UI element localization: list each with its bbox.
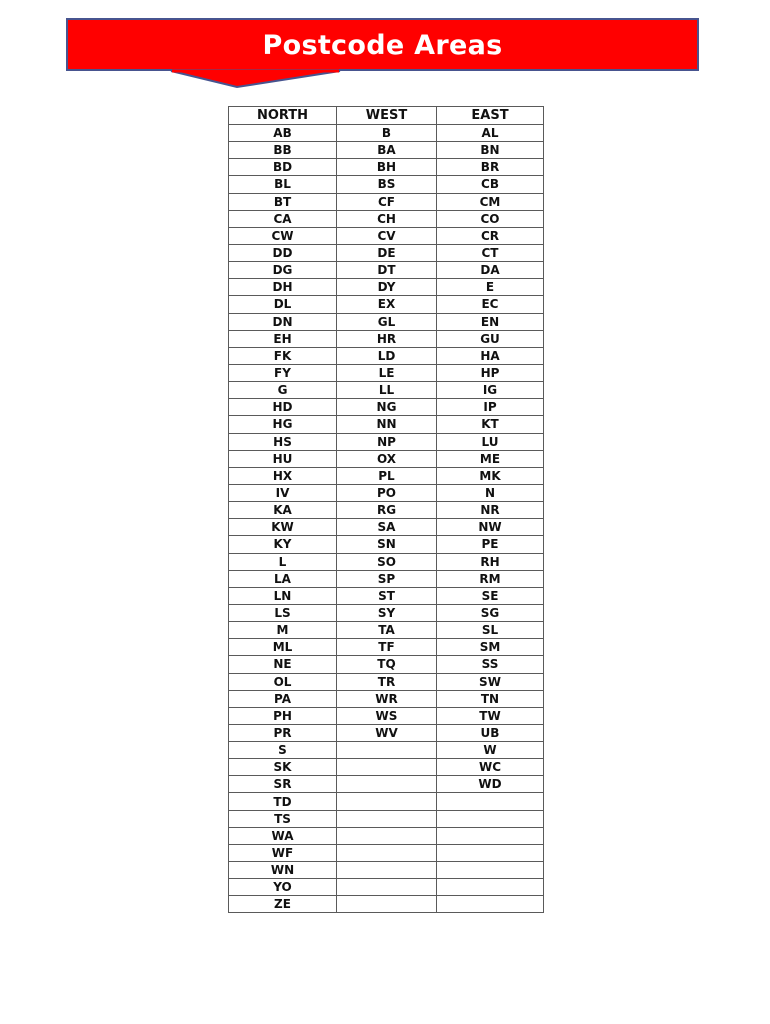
cell-east: N <box>437 484 544 501</box>
table-row <box>229 364 544 381</box>
cell-north: YO <box>229 879 337 896</box>
cell-north: DD <box>229 244 337 261</box>
cell-north: FK <box>229 347 337 364</box>
cell-north: ZE <box>229 896 337 913</box>
table-row <box>229 142 544 159</box>
cell-north: PR <box>229 724 337 741</box>
cell-west: GL <box>337 313 437 330</box>
table-row <box>229 827 544 844</box>
table-row <box>229 844 544 861</box>
cell-north: HD <box>229 399 337 416</box>
cell-west: LE <box>337 364 437 381</box>
cell-north: TS <box>229 810 337 827</box>
cell-west: BH <box>337 159 437 176</box>
cell-north: LN <box>229 587 337 604</box>
cell-east: KT <box>437 416 544 433</box>
cell-north: TD <box>229 793 337 810</box>
cell-west: HR <box>337 330 437 347</box>
table-row <box>229 450 544 467</box>
cell-west: PL <box>337 467 437 484</box>
cell-west: WS <box>337 707 437 724</box>
table-row <box>229 330 544 347</box>
cell-west: SA <box>337 519 437 536</box>
table-row <box>229 810 544 827</box>
cell-north: KW <box>229 519 337 536</box>
cell-west <box>337 879 437 896</box>
header-row <box>229 107 544 125</box>
cell-east: TN <box>437 690 544 707</box>
cell-west: WR <box>337 690 437 707</box>
table-row <box>229 553 544 570</box>
cell-east: SG <box>437 604 544 621</box>
cell-east: CT <box>437 244 544 261</box>
cell-east <box>437 862 544 879</box>
cell-west <box>337 742 437 759</box>
cell-east: TW <box>437 707 544 724</box>
table-row <box>229 467 544 484</box>
table-row <box>229 896 544 913</box>
cell-west: SN <box>337 536 437 553</box>
table-row <box>229 673 544 690</box>
cell-north: CW <box>229 227 337 244</box>
cell-north: AB <box>229 125 337 142</box>
table-row <box>229 347 544 364</box>
postcode-table <box>228 106 544 913</box>
cell-east: GU <box>437 330 544 347</box>
page-title: Postcode Areas <box>262 30 503 61</box>
table-row <box>229 707 544 724</box>
cell-east <box>437 827 544 844</box>
cell-east: EC <box>437 296 544 313</box>
cell-east: E <box>437 279 544 296</box>
cell-east: CB <box>437 176 544 193</box>
table-row <box>229 399 544 416</box>
cell-east: RH <box>437 553 544 570</box>
cell-north: NE <box>229 656 337 673</box>
cell-north: WN <box>229 862 337 879</box>
table-row <box>229 210 544 227</box>
cell-east: SE <box>437 587 544 604</box>
cell-north: G <box>229 382 337 399</box>
table-row <box>229 433 544 450</box>
cell-west: TF <box>337 639 437 656</box>
table-row <box>229 604 544 621</box>
cell-west: ST <box>337 587 437 604</box>
table-row <box>229 416 544 433</box>
table-row <box>229 724 544 741</box>
cell-north: EH <box>229 330 337 347</box>
cell-north: PH <box>229 707 337 724</box>
cell-north: KY <box>229 536 337 553</box>
cell-east: WC <box>437 759 544 776</box>
cell-east: AL <box>437 125 544 142</box>
cell-east: WD <box>437 776 544 793</box>
table-row <box>229 879 544 896</box>
table-row <box>229 313 544 330</box>
cell-west <box>337 844 437 861</box>
cell-west: NG <box>337 399 437 416</box>
cell-west: SO <box>337 553 437 570</box>
cell-west: TA <box>337 622 437 639</box>
cell-west: PO <box>337 484 437 501</box>
table-row <box>229 519 544 536</box>
table-row <box>229 125 544 142</box>
cell-west <box>337 862 437 879</box>
table-row <box>229 742 544 759</box>
table-row <box>229 262 544 279</box>
cell-north: BT <box>229 193 337 210</box>
table-row <box>229 776 544 793</box>
cell-west: BA <box>337 142 437 159</box>
table-row <box>229 193 544 210</box>
table-row <box>229 656 544 673</box>
cell-north: LA <box>229 570 337 587</box>
cell-east: MK <box>437 467 544 484</box>
table-row <box>229 502 544 519</box>
cell-north: LS <box>229 604 337 621</box>
cell-east: SW <box>437 673 544 690</box>
cell-north: KA <box>229 502 337 519</box>
cell-north: HS <box>229 433 337 450</box>
cell-west <box>337 759 437 776</box>
cell-east: DA <box>437 262 544 279</box>
cell-west: CV <box>337 227 437 244</box>
cell-west <box>337 810 437 827</box>
cell-west: OX <box>337 450 437 467</box>
cell-north: DH <box>229 279 337 296</box>
cell-north: BB <box>229 142 337 159</box>
cell-north: SK <box>229 759 337 776</box>
column-header-west: WEST <box>337 107 437 125</box>
cell-north: CA <box>229 210 337 227</box>
table-row <box>229 484 544 501</box>
cell-east: HA <box>437 347 544 364</box>
table-row <box>229 536 544 553</box>
cell-east: IG <box>437 382 544 399</box>
cell-north: HG <box>229 416 337 433</box>
cell-east <box>437 896 544 913</box>
cell-north: HX <box>229 467 337 484</box>
cell-west: NN <box>337 416 437 433</box>
cell-west: RG <box>337 502 437 519</box>
cell-east: CO <box>437 210 544 227</box>
cell-north: DL <box>229 296 337 313</box>
table-row <box>229 227 544 244</box>
table-row <box>229 690 544 707</box>
cell-east: LU <box>437 433 544 450</box>
cell-east <box>437 844 544 861</box>
column-header-east: EAST <box>437 107 544 125</box>
cell-west: SP <box>337 570 437 587</box>
cell-north: DG <box>229 262 337 279</box>
cell-east <box>437 810 544 827</box>
cell-north: FY <box>229 364 337 381</box>
cell-west: DT <box>337 262 437 279</box>
cell-east: BN <box>437 142 544 159</box>
cell-north: ML <box>229 639 337 656</box>
cell-east: SS <box>437 656 544 673</box>
cell-east: HP <box>437 364 544 381</box>
cell-east: BR <box>437 159 544 176</box>
cell-east: CM <box>437 193 544 210</box>
table-row <box>229 176 544 193</box>
cell-west: TQ <box>337 656 437 673</box>
cell-east: RM <box>437 570 544 587</box>
cell-west: LD <box>337 347 437 364</box>
cell-north: SR <box>229 776 337 793</box>
table-row <box>229 587 544 604</box>
cell-north: WA <box>229 827 337 844</box>
cell-west: CF <box>337 193 437 210</box>
cell-west: BS <box>337 176 437 193</box>
cell-west: DY <box>337 279 437 296</box>
cell-east: NR <box>437 502 544 519</box>
cell-east: ME <box>437 450 544 467</box>
table-row <box>229 382 544 399</box>
cell-west: SY <box>337 604 437 621</box>
table-row <box>229 244 544 261</box>
cell-north: PA <box>229 690 337 707</box>
cell-west: NP <box>337 433 437 450</box>
cell-east <box>437 793 544 810</box>
cell-east: IP <box>437 399 544 416</box>
table-row <box>229 639 544 656</box>
table-row <box>229 862 544 879</box>
cell-west: CH <box>337 210 437 227</box>
column-header-north: NORTH <box>229 107 337 125</box>
table-body <box>229 125 544 913</box>
cell-east <box>437 879 544 896</box>
cell-west: DE <box>337 244 437 261</box>
cell-north: WF <box>229 844 337 861</box>
table-row <box>229 570 544 587</box>
cell-west <box>337 776 437 793</box>
cell-west: EX <box>337 296 437 313</box>
cell-west <box>337 827 437 844</box>
cell-west: WV <box>337 724 437 741</box>
cell-north: M <box>229 622 337 639</box>
cell-west <box>337 896 437 913</box>
cell-east: NW <box>437 519 544 536</box>
table-row <box>229 622 544 639</box>
table-row <box>229 759 544 776</box>
cell-east: UB <box>437 724 544 741</box>
cell-north: IV <box>229 484 337 501</box>
cell-east: W <box>437 742 544 759</box>
cell-north: S <box>229 742 337 759</box>
table-row <box>229 159 544 176</box>
title-banner <box>66 18 699 71</box>
cell-north: BD <box>229 159 337 176</box>
cell-east: EN <box>437 313 544 330</box>
cell-east: SL <box>437 622 544 639</box>
cell-east: PE <box>437 536 544 553</box>
cell-west: LL <box>337 382 437 399</box>
table-row <box>229 279 544 296</box>
cell-east: SM <box>437 639 544 656</box>
cell-north: DN <box>229 313 337 330</box>
cell-west: TR <box>337 673 437 690</box>
cell-east: CR <box>437 227 544 244</box>
cell-north: OL <box>229 673 337 690</box>
cell-north: HU <box>229 450 337 467</box>
table-row <box>229 296 544 313</box>
cell-north: BL <box>229 176 337 193</box>
cell-west <box>337 793 437 810</box>
cell-north: L <box>229 553 337 570</box>
table-row <box>229 793 544 810</box>
cell-west: B <box>337 125 437 142</box>
